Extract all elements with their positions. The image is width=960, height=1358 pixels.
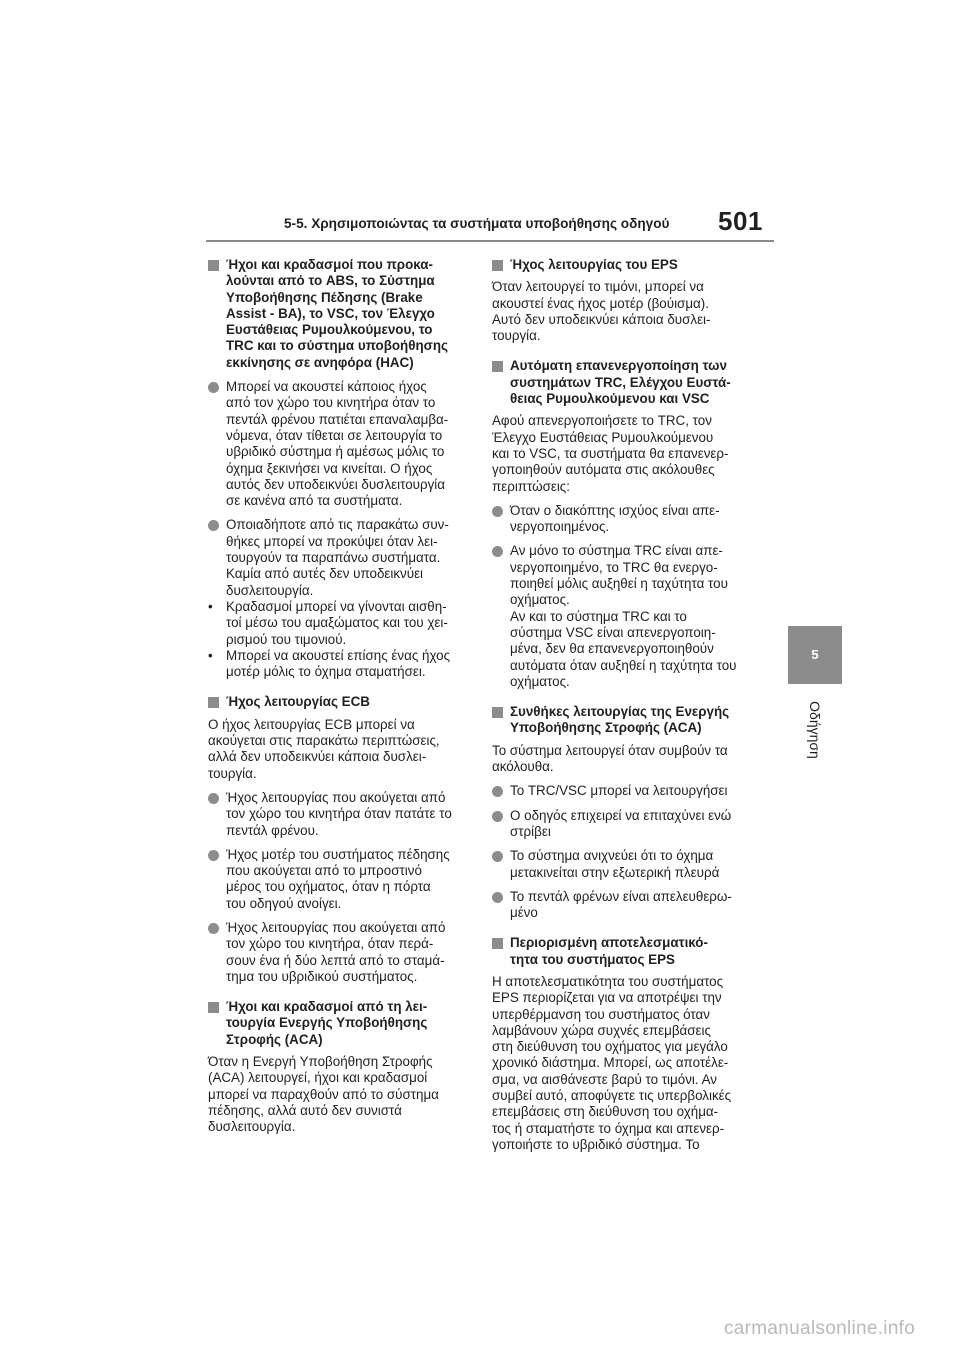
- round-bullet-icon: [208, 520, 219, 531]
- list-item-text: Αν μόνο το σύστημα TRC είναι απε- νεργοποιημένο, το TRC θα ενεργο- ποιηθεί μόλις αυξηθεί η ταχύτητα του οχήματος. Αν και το σύστημα TRC και το σύστημα VSC είναι απενεργοποιη- μένα, δεν θα επανενεργοποιηθούν αυτόματα όταν αυξηθεί η ταχύτητα του οχήματος.: [510, 543, 737, 689]
- section-heading: [208, 999, 464, 1048]
- round-bullet-icon: [208, 923, 219, 934]
- list-item-text: Ήχος λειτουργίας που ακούγεται από τον χώρο του κινητήρα, όταν περά- σουν ένα ή δύο λεπτά από το σταμά- τημα του υβριδικού συστήματος.: [226, 919, 446, 984]
- chapter-label-text: Οδήγηση: [807, 701, 823, 759]
- list-item-text: Όταν ο διακόπτης ισχύος είναι απε- νεργοποιημένος.: [510, 502, 720, 535]
- sub-bullet-icon: •: [208, 598, 213, 614]
- heading-text: Ήχοι και κραδασμοί από τη λει- τουργία Ενεργής Υποβοήθησης Στροφής (ACA): [226, 999, 428, 1047]
- list-item: [492, 848, 748, 881]
- round-bullet-icon: [492, 811, 503, 822]
- paragraph: Αφού απενεργοποιήσετε το TRC, τον Έλεγχο Ευστάθειας Ρυμουλκούμενου και το VSC, τα συστήματα θα επανενερ- γοποιηθούν αυτόματα στις ακόλουθες περιπτώσεις:: [492, 413, 729, 494]
- sub-list-item: [208, 599, 464, 648]
- round-bullet-icon: [492, 786, 503, 797]
- list-item-text: Ο οδηγός επιχειρεί να επιταχύνει ενώ στρίβει: [510, 807, 732, 839]
- square-bullet-icon: [208, 697, 219, 708]
- chapter-label: [790, 690, 840, 770]
- square-bullet-icon: [492, 938, 503, 949]
- heading-text: Συνθήκες λειτουργίας της Ενεργής Υποβοήθησης Στροφής (ACA): [510, 704, 730, 736]
- list-item-text: Το πεντάλ φρένων είναι απελευθερω- μένο: [510, 888, 732, 921]
- round-bullet-icon: [492, 546, 503, 557]
- list-item-text: Το σύστημα ανιχνεύει ότι το όχημα μετακινείται στην εξωτερική πλευρά: [510, 848, 720, 880]
- round-bullet-icon: [208, 382, 219, 393]
- list-item-text: Το TRC/VSC μπορεί να λειτουργήσει: [510, 783, 728, 799]
- heading-text: Αυτόματη επανενεργοποίηση των συστημάτων TRC, Ελέγχου Ευστά- θειας Ρυμουλκούμενου και VSC: [510, 358, 731, 407]
- section-abs-noises: [208, 257, 464, 680]
- square-bullet-icon: [208, 260, 219, 271]
- sub-list-item-text: Μπορεί να ακουστεί επίσης ένας ήχος μοτέρ μόλις το όχημα σταματήσει.: [226, 647, 451, 680]
- list-item-text: Ήχος λειτουργίας που ακούγεται από τον χώρο του κινητήρα όταν πατάτε το πεντάλ φρένου.: [226, 789, 452, 838]
- sub-bullet-icon: •: [208, 647, 213, 663]
- chapter-tab: 5: [788, 626, 842, 684]
- round-bullet-icon: [208, 850, 219, 861]
- section-aca-conditions: [492, 704, 748, 921]
- section-heading: [492, 358, 748, 407]
- section-auto-reactivation: [492, 358, 748, 690]
- right-column: [492, 257, 748, 1167]
- list-item: [208, 920, 464, 985]
- list-item: [492, 808, 748, 841]
- square-bullet-icon: [492, 707, 503, 718]
- heading-text: Ήχοι και κραδασμοί που προκα- λούνται από το ABS, το Σύστημα Υποβοήθησης Πέδησης (Brake Assist - BA), το VSC, τον Έλεγχο Ευστάθειας Ρυμουλκούμενου, το TRC και το σύστημα υποβοήθησης εκκίνησης σε ανηφόρα (HAC): [226, 257, 448, 370]
- watermark: carmanualsonline.info: [724, 1318, 916, 1339]
- square-bullet-icon: [208, 1002, 219, 1013]
- section-heading: [492, 257, 748, 273]
- section-ecb-sound: [208, 694, 464, 985]
- section-heading: [208, 694, 464, 710]
- list-item: [208, 379, 464, 509]
- list-item-text: Μπορεί να ακουστεί κάποιος ήχος από τον χώρο του κινητήρα όταν το πεντάλ φρένου πατιέται επαναλαμβα- νόμενα, όταν τίθεται σε λειτουργία το υβριδικό σύστημα ή αμέσως μόλις το όχημα ξεκινήσει να κινείται. Ο ήχος αυτός δεν υποδεικνύει δυσλειτουργία σε κανένα από τα συστήματα.: [226, 379, 449, 509]
- paragraph: Όταν η Ενεργή Υποβοήθηση Στροφής (ACA) λειτουργεί, ήχοι και κραδασμοί μπορεί να παραχθούν από το σύστημα πέδησης, αλλά αυτό δεν συνιστά δυσλειτουργία.: [208, 1054, 439, 1135]
- list-item: [492, 889, 748, 922]
- heading-text: Ήχος λειτουργίας ECB: [226, 694, 370, 710]
- round-bullet-icon: [492, 506, 503, 517]
- section-title: 5-5. Χρησιμοποιώντας τα συστήματα υποβοήθησης οδηγού: [284, 216, 670, 231]
- page-number: 501: [718, 206, 763, 236]
- list-item: [492, 503, 748, 536]
- section-eps-limited: [492, 935, 748, 1153]
- square-bullet-icon: [492, 361, 503, 372]
- paragraph: Η αποτελεσματικότητα του συστήματος EPS περιορίζεται για να αποτρέψει την υπερθέρμανση του συστήματος όταν λαμβάνουν χώρα συχνές επεμβάσεις στη διεύθυνση του οχήματος για μεγάλο χρονικό διάστημα. Μπορεί, ως αποτέλε- σμα, να αισθάνεστε βαρύ το τιμόνι. Αν συμβεί αυτό, αποφύγετε τις υπερβολικές επεμβάσεις στη διεύθυνση του οχήμα- τος ή σταματήστε το όχημα και απενερ- γοποιήστε το υβριδικό σύστημα. Το: [492, 973, 732, 1152]
- square-bullet-icon: [492, 260, 503, 271]
- list-item: [208, 847, 464, 912]
- header-rule: [206, 240, 774, 242]
- section-heading: [492, 704, 748, 737]
- left-column: [208, 257, 464, 1150]
- sub-list-item-text: Κραδασμοί μπορεί να γίνονται αισθη- τοί μέσω του αμαξώματος και του χει- ρισμού του τιμονιού.: [226, 598, 448, 647]
- section-heading: [208, 257, 464, 371]
- list-item: [208, 790, 464, 839]
- round-bullet-icon: [492, 851, 503, 862]
- round-bullet-icon: [208, 793, 219, 804]
- paragraph: Όταν λειτουργεί το τιμόνι, μπορεί να ακουστεί ένας ήχος μοτέρ (βούισμα). Αυτό δεν υποδεικνύει κάποια δυσλει- τουργία.: [492, 279, 711, 344]
- paragraph: Ο ήχος λειτουργίας ECB μπορεί να ακούγεται στις παρακάτω περιπτώσεις, αλλά δεν υποδεικνύει κάποια δυσλει- τουργία.: [208, 716, 440, 781]
- list-item: [492, 783, 748, 799]
- paragraph: Το σύστημα λειτουργεί όταν συμβούν τα ακόλουθα.: [492, 742, 728, 775]
- section-eps-sound: [492, 257, 748, 344]
- section-aca-noises: [208, 999, 464, 1135]
- heading-text: Περιορισμένη αποτελεσματικό- τητα του συστήματος EPS: [510, 935, 708, 967]
- list-item: [208, 517, 464, 598]
- list-item: [492, 543, 748, 690]
- list-item-text: Ήχος μοτέρ του συστήματος πέδησης που ακούγεται από το μπροστινό μέρος του οχήματος, όταν η πόρτα του οδηγού ανοίγει.: [226, 846, 450, 911]
- sub-list-item: [208, 648, 464, 681]
- section-heading: [492, 935, 748, 968]
- heading-text: Ήχος λειτουργίας του EPS: [510, 257, 678, 272]
- round-bullet-icon: [492, 892, 503, 903]
- list-item-text: Οποιαδήποτε από τις παρακάτω συν- θήκες μπορεί να προκύψει όταν λει- τουργούν τα παραπάνω συστήματα. Καμία από αυτές δεν υποδεικνύει δυσλειτουργία.: [226, 517, 449, 598]
